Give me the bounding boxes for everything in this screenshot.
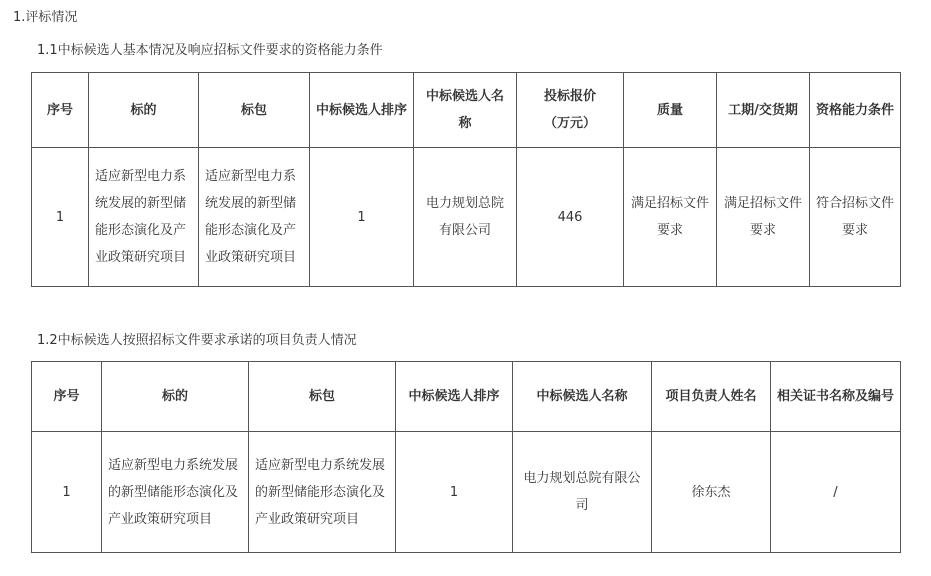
section-title: 1.评标情况 [13, 10, 78, 25]
cell-seq: 1 [32, 148, 89, 287]
header-seq: 序号 [32, 73, 89, 148]
header-bid-price [517, 73, 624, 148]
cell-period: 满足招标文件要求 [717, 148, 810, 287]
header-seq: 序号 [32, 362, 102, 432]
cell-manager-name: 徐东杰 [652, 432, 771, 553]
header-package: 标包 [249, 362, 396, 432]
cell-quality: 满足招标文件要求 [624, 148, 717, 287]
cell-candidate-name: 电力规划总院有限公司 [414, 148, 517, 287]
cell-candidate-name: 电力规划总院有限公司 [513, 432, 652, 553]
header-rank: 中标候选人排序 [310, 73, 414, 148]
header-subject: 标的 [89, 73, 199, 148]
cell-seq: 1 [32, 432, 102, 553]
header-subject: 标的 [102, 362, 249, 432]
table2-title: 1.2中标候选人按照招标文件要求承诺的项目负责人情况 [37, 333, 357, 348]
header-bid-price-label: 投标报价 [543, 89, 596, 104]
header-rank: 中标候选人排序 [396, 362, 513, 432]
header-bid-price-unit: （万元） [543, 116, 596, 131]
table1-title: 1.1中标候选人基本情况及响应招标文件要求的资格能力条件 [37, 43, 383, 58]
header-quality: 质量 [624, 73, 717, 148]
table-header-row [32, 73, 901, 148]
header-qualification: 资格能力条件 [810, 73, 901, 148]
header-candidate-name: 中标候选人名称 [513, 362, 652, 432]
candidate-basic-table [31, 72, 901, 287]
cell-rank: 1 [310, 148, 414, 287]
header-certificate: 相关证书名称及编号 [771, 362, 901, 432]
cell-package: 适应新型电力系统发展的新型储能形态演化及产业政策研究项目 [249, 432, 396, 553]
header-candidate-name: 中标候选人名称 [414, 73, 517, 148]
cell-qualification: 符合招标文件要求 [810, 148, 901, 287]
cell-certificate: / [771, 432, 901, 553]
table-header-row [32, 362, 901, 432]
cell-package: 适应新型电力系统发展的新型储能形态演化及产业政策研究项目 [199, 148, 310, 287]
cell-bid-price: 446 [517, 148, 624, 287]
cell-subject: 适应新型电力系统发展的新型储能形态演化及产业政策研究项目 [102, 432, 249, 553]
cell-rank: 1 [396, 432, 513, 553]
header-period: 工期/交货期 [717, 73, 810, 148]
cell-subject: 适应新型电力系统发展的新型储能形态演化及产业政策研究项目 [89, 148, 199, 287]
header-manager-name: 项目负责人姓名 [652, 362, 771, 432]
project-manager-table [31, 361, 901, 553]
table-row [32, 432, 901, 553]
table-row [32, 148, 901, 287]
header-package: 标包 [199, 73, 310, 148]
